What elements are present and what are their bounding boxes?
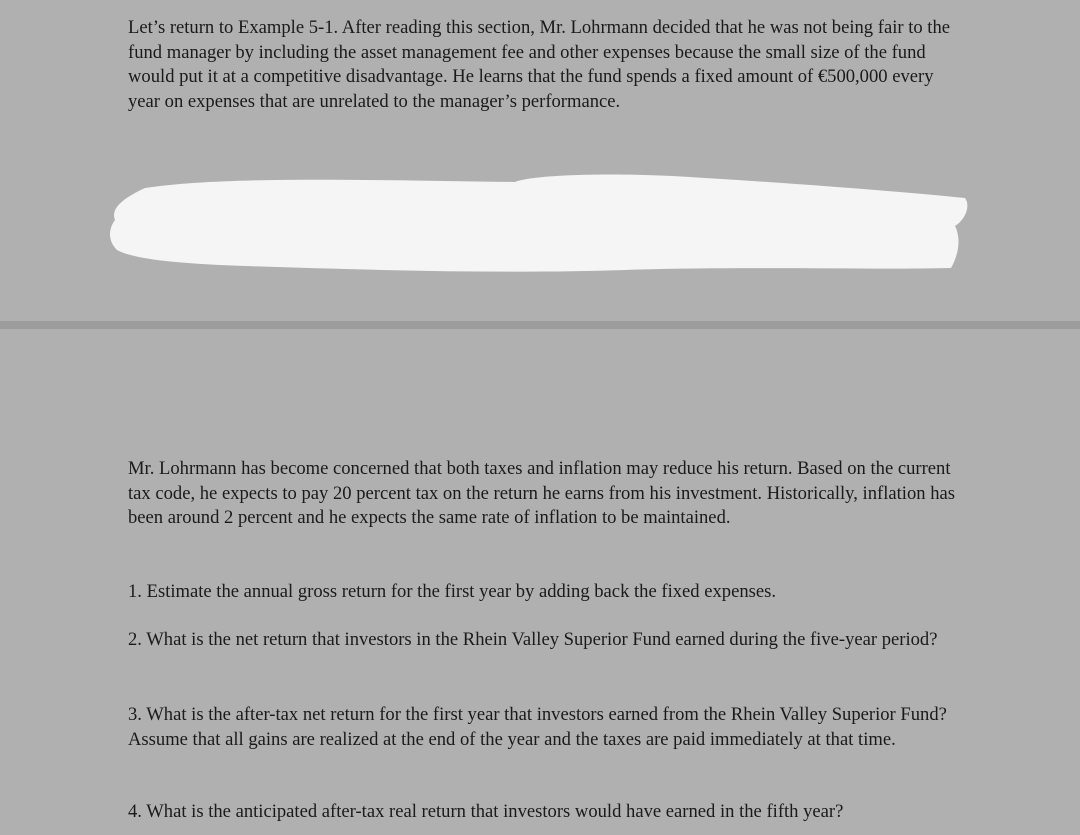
redaction-shape — [110, 175, 967, 272]
question-4: 4. What is the anticipated after-tax real return that investors would have earned in the fifth year? — [128, 801, 844, 822]
concern-paragraph: Mr. Lohrmann has become concerned that both taxes and inflation may reduce his return. Based on the current tax code, he expects to pay 20 percent tax on the return he earns from his investment. Historically, inflation has been around 2 percent and he expects the same rate of inflation to be maintained. — [128, 458, 955, 529]
intro-paragraph: Let’s return to Example 5-1. After reading this section, Mr. Lohrmann decided that he was not being fair to the fund manager by including the asset management fee and other expenses because the small size of the fund would put it at a competitive disadvantage. He learns that the fund spends a fixed amount of €500,000 every year on expenses that are unrelated to the manager’s performance. — [128, 17, 951, 112]
question-3: 3. What is the after-tax net return for the first year that investors earned from the Rhein Valley Superior Fund? Assume that all gains are realized at the end of the year and the taxes are paid immediately at that time. — [128, 704, 947, 750]
redaction-mark — [105, 170, 975, 280]
question-1: 1. Estimate the annual gross return for the first year by adding back the fixed expenses. — [128, 581, 776, 602]
question-2: 2. What is the net return that investors in the Rhein Valley Superior Fund earned during the five-year period? — [128, 629, 938, 650]
page-divider — [0, 321, 1080, 329]
